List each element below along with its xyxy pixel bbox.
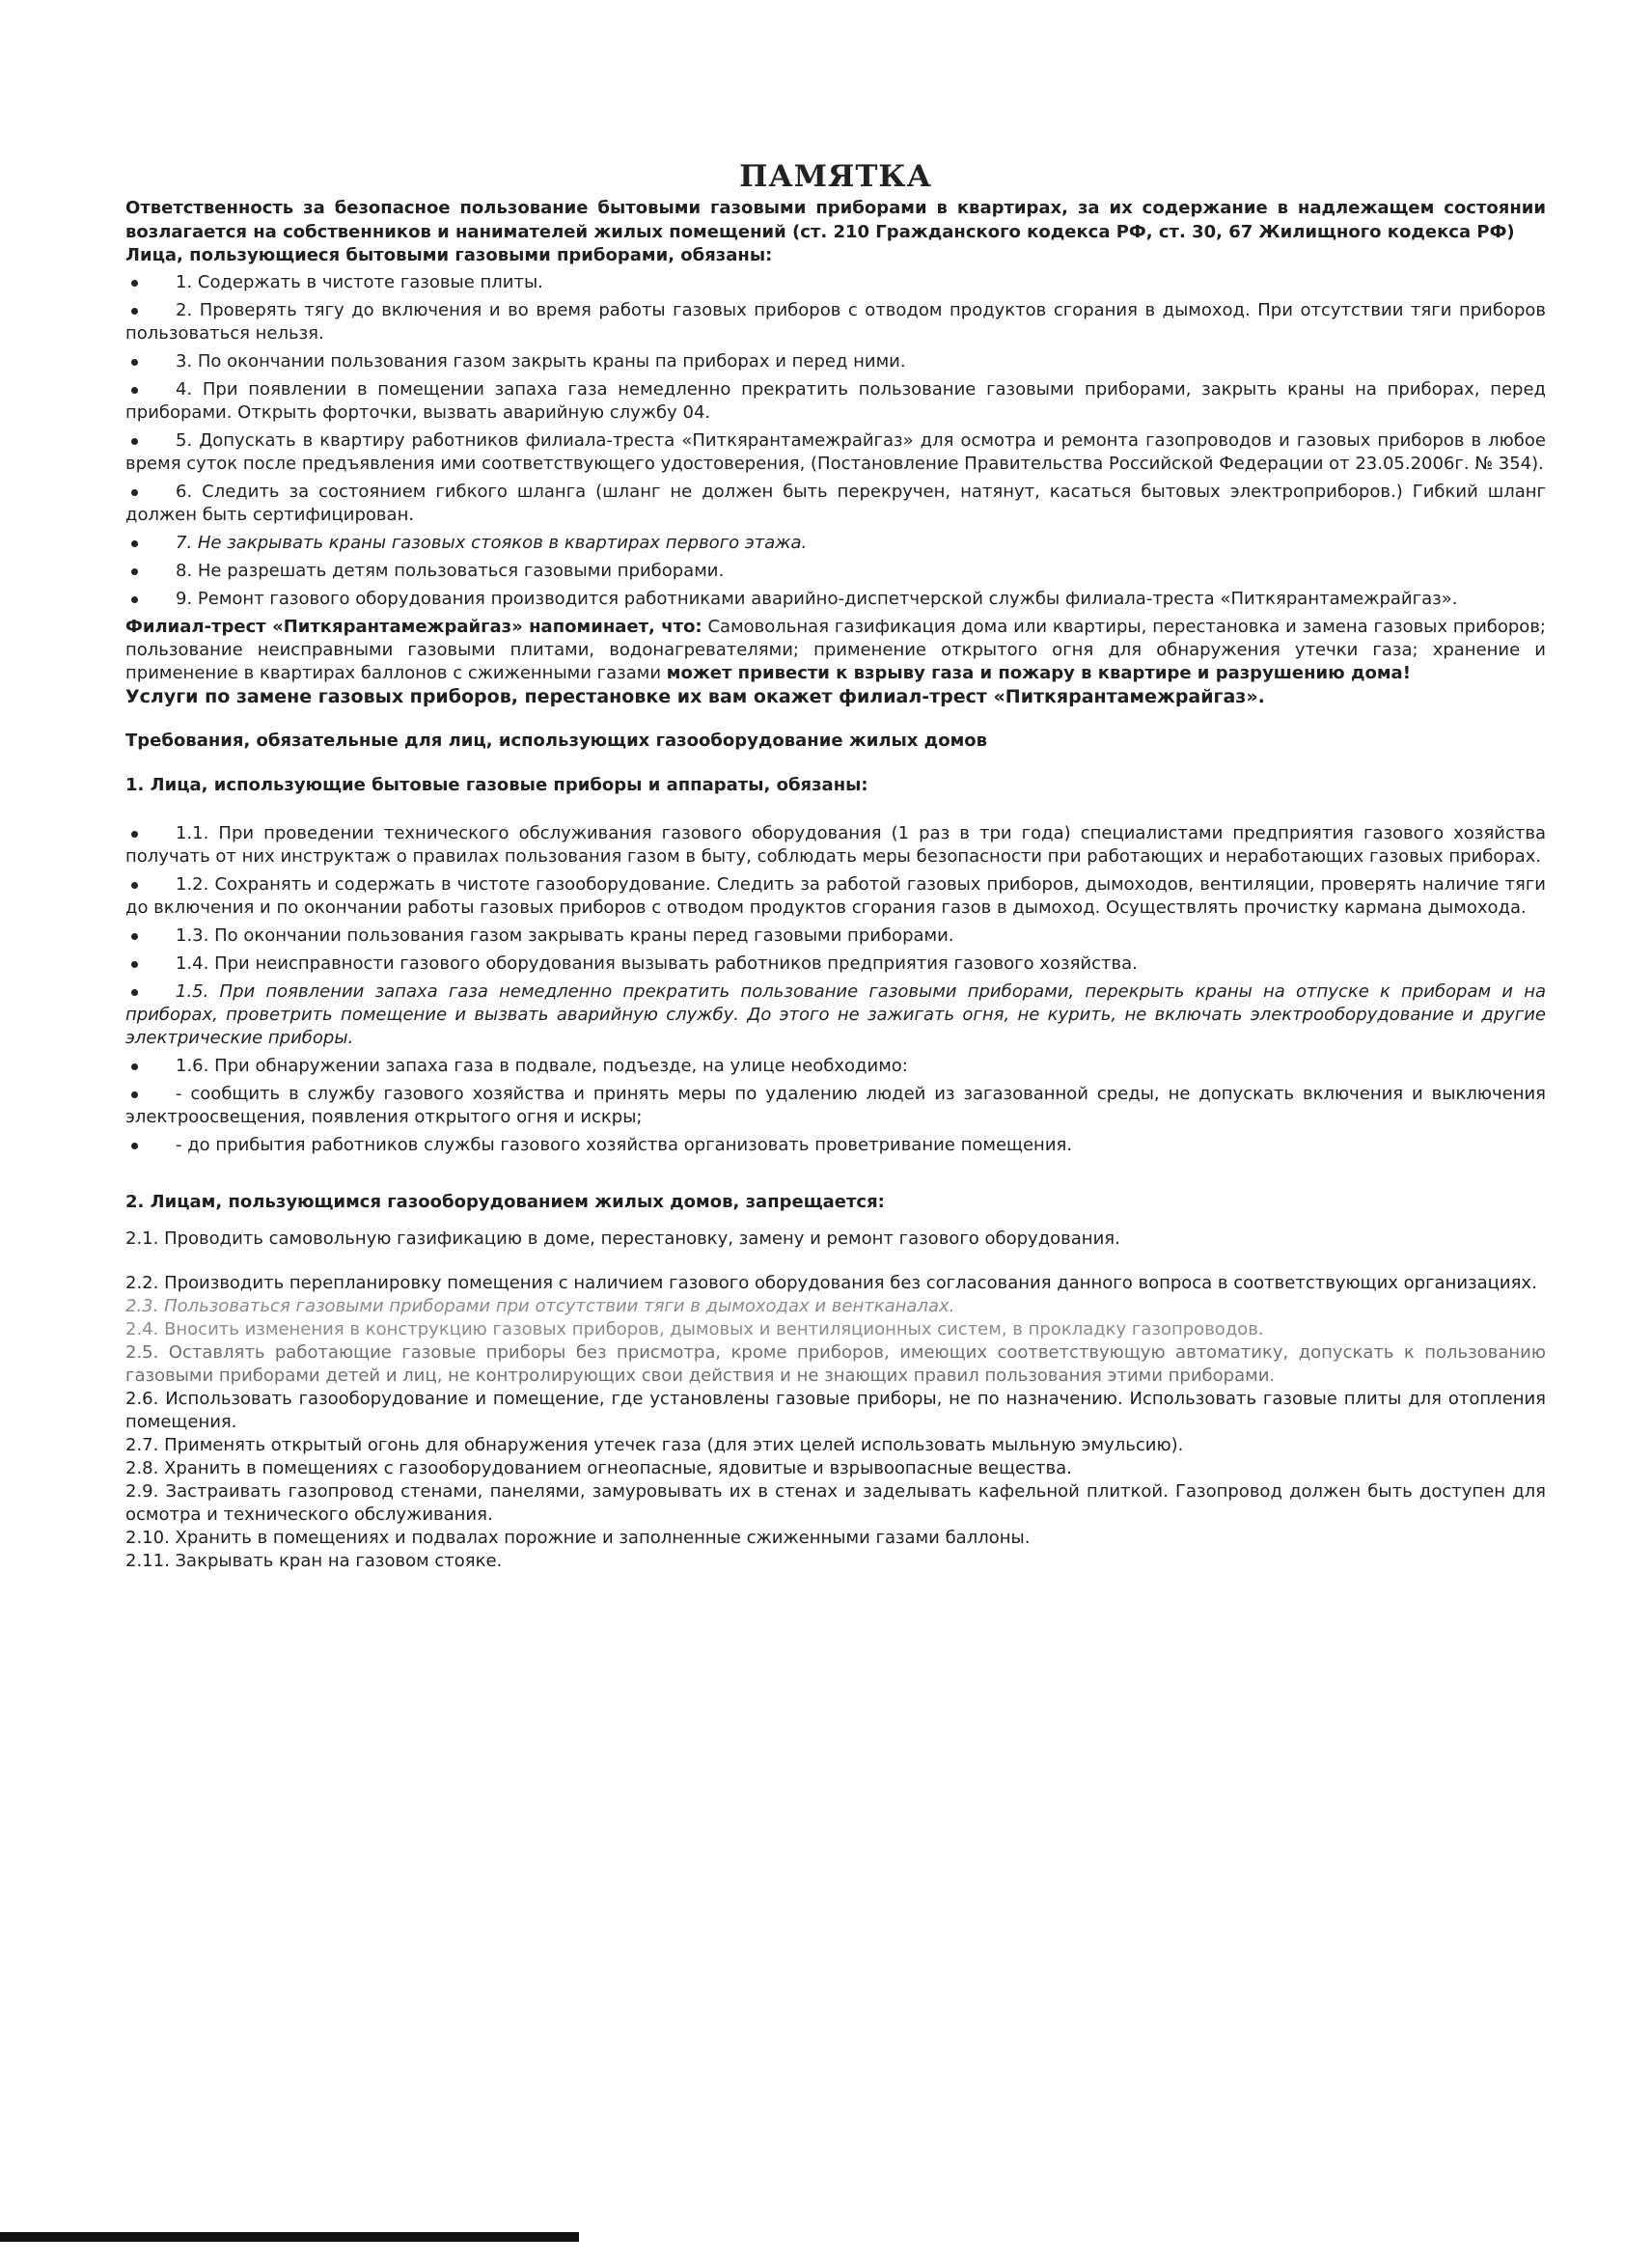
bullet-icon	[131, 831, 138, 838]
bullet-icon	[131, 1091, 138, 1098]
bullet-icon	[131, 933, 138, 940]
list-item: 2. Проверять тягу до включения и во время работы газовых приборов с отводом продуктов сгорания в дымоход. При отсутствии тяги приборов пользоваться нельзя.	[125, 300, 1546, 344]
list-item: 2.9. Застраивать газопровод стенами, панелями, замуровывать их в стенах и заделывать кафельной плиткой. Газопровод должен быть доступен для осмотра и технического обслуживания.	[125, 1481, 1546, 1525]
list-item: 1.2. Сохранять и содержать в чистоте газооборудование. Следить за работой газовых приборов, дымоходов, вентиляции, проверять наличие тяги до включения и по окончании работы газовых приборов с отводом продуктов сгорания газов в дымоход. Осуществлять прочистку кармана дымохода.	[125, 874, 1546, 918]
bullet-icon	[131, 280, 138, 287]
page-title: ПАМЯТКА	[739, 159, 932, 194]
section1-heading: 1. Лица, использующие бытовые газовые приборы и аппараты, обязаны:	[125, 775, 868, 795]
list-item: 4. При появлении в помещении запаха газа немедленно прекратить пользование газовыми приборами, закрыть краны на приборах, перед приборами. Открыть форточки, вызвать аварийную службу 04.	[125, 379, 1546, 423]
list-item: - до прибытия работников службы газового хозяйства организовать проветривание помещения.	[125, 1134, 1546, 1157]
requirements-heading: Требования, обязательные для лиц, использующих газооборудование жилых домов	[125, 731, 988, 751]
reminder-warning: может привести к взрыву газа и пожару в квартире и разрушению дома!	[666, 663, 1411, 683]
list-item: 2.4. Вносить изменения в конструкцию газовых приборов, дымовых и вентиляционных систем, в прокладку газопроводов.	[125, 1319, 1264, 1339]
list-item: 5. Допускать в квартиру работников филиала-треста «Питкярантамежрайгаз» для осмотра и ремонта газопроводов и газовых приборов в любое время суток после предъявления ими соответствующего удостоверения, (Постановление Правительства Российской Федерации от 23.05.2006г. № 354).	[125, 430, 1546, 474]
services-note: Услуги по замене газовых приборов, перестановке их вам окажет филиал-трест «Питкярантамежрайгаз».	[125, 686, 1265, 707]
bullet-icon	[131, 438, 138, 445]
bullet-icon	[131, 961, 138, 968]
list-item: 7. Не закрывать краны газовых стояков в квартирах первого этажа.	[125, 532, 1546, 555]
list-item: 9. Ремонт газового оборудования производится работниками аварийно-диспетчерской службы филиала-треста «Питкярантамежрайгаз».	[125, 588, 1546, 611]
list-item: 2.11. Закрывать кран на газовом стояке.	[125, 1551, 503, 1571]
list-item: 1.4. При неисправности газового оборудования вызывать работников предприятия газового хозяйства.	[125, 952, 1546, 976]
list-item: 1.6. При обнаружении запаха газа в подвале, подъезде, на улице необходимо:	[125, 1055, 1546, 1078]
reminder-paragraph	[125, 616, 1546, 685]
bullet-icon	[131, 359, 138, 366]
list-item: 1.5. При появлении запаха газа немедленно прекратить пользование газовыми приборами, перекрыть краны на отпуске к приборам и на приборах, проветрить помещение и вызвать аварийную службу. До этого не зажигать огня, не курить, не включать электрооборудование и другие электрические приборы.	[125, 981, 1546, 1048]
bullet-icon	[131, 568, 138, 575]
list-item: 2.1. Проводить самовольную газификацию в доме, перестановку, замену и ремонт газового оборудования.	[125, 1228, 1120, 1249]
list-item: 2.7. Применять открытый огонь для обнаружения утечек газа (для этих целей использовать мыльную эмульсию).	[125, 1435, 1184, 1455]
bullet-icon	[131, 308, 138, 315]
bullet-icon	[131, 596, 138, 603]
bullet-icon	[131, 882, 138, 889]
section2-heading: 2. Лицам, пользующимся газооборудованием жилых домов, запрещается:	[125, 1192, 885, 1212]
list-item: 1.1. При проведении технического обслуживания газового оборудования (1 раз в три года) специалистами предприятия газового хозяйства получать от них инструктаж о правилах пользования газом в быту, соблюдать меры безопасности при работающих и неработающих газовых приборах.	[125, 823, 1546, 867]
list-item: 6. Следить за состоянием гибкого шланга (шланг не должен быть перекручен, натянут, касаться бытовых электроприборов.) Гибкий шланг должен быть сертифицирован.	[125, 482, 1546, 525]
list-item: 3. По окончании пользования газом закрыть краны па приборах и перед ними.	[125, 350, 1546, 373]
reminder-text: Самовольная газификация дома или квартиры, перестановка и замена газовых приборов; пользование неисправными газовыми плитами, водонагревателями; применение открытого огня для обнаружения утечки газа; хранение и применение в квартирах баллонов с сжиженными газами	[125, 617, 1546, 683]
bullet-icon	[131, 1143, 138, 1149]
obligations-heading: Лица, пользующиеся бытовыми газовыми приборами, обязаны:	[125, 245, 773, 265]
list-item: 2.6. Использовать газооборудование и помещение, где установлены газовые приборы, не по назначению. Использовать газовые плиты для отопления помещения.	[125, 1389, 1546, 1432]
list-item: 2.8. Хранить в помещениях с газооборудованием огнеопасные, ядовитые и взрывоопасные вещества.	[125, 1458, 1072, 1478]
list-item: 1.3. По окончании пользования газом закрывать краны перед газовыми приборами.	[125, 925, 1546, 948]
list-item: 1. Содержать в чистоте газовые плиты.	[125, 271, 1546, 294]
scan-edge-mark	[0, 2232, 579, 2242]
list-item: 2.3. Пользоваться газовыми приборами при отсутствии тяги в дымоходах и вентканалах.	[125, 1296, 955, 1316]
list-item: - сообщить в службу газового хозяйства и принять меры по удалению людей из загазованной среды, не допускать включения и выключения электроосвещения, появления открытого огня и искры;	[125, 1084, 1546, 1127]
list-item: 2.2. Производить перепланировку помещения с наличием газового оборудования без согласования данного вопроса в соответствующих организациях.	[125, 1273, 1537, 1293]
bullet-icon	[131, 989, 138, 996]
memo-content	[125, 157, 1546, 1573]
bullet-icon	[131, 387, 138, 394]
intro-paragraph: Ответственность за безопасное пользование бытовыми газовыми приборами в квартирах, за их содержание в надлежащем состоянии возлагается на собственников и нанимателей жилых помещений (ст. 210 Гражданского кодекса РФ, ст. 30, 67 Жилищного кодекса РФ)	[125, 198, 1546, 242]
bullet-icon	[131, 540, 138, 547]
list-item: 2.5. Оставлять работающие газовые приборы без присмотра, кроме приборов, имеющих соответствующую автоматику, допускать к пользованию газовыми приборами детей и лиц, не контролирующих свои действия и не знающих правил пользования этими приборами.	[125, 1342, 1546, 1386]
reminder-lead: Филиал-трест «Питкярантамежрайгаз» напоминает, что:	[125, 617, 702, 637]
bullet-icon	[131, 1063, 138, 1070]
bullet-icon	[131, 489, 138, 496]
list-item: 2.10. Хранить в помещениях и подвалах порожние и заполненные сжиженными газами баллоны.	[125, 1528, 1031, 1548]
list-item: 8. Не разрешать детям пользоваться газовыми приборами.	[125, 560, 1546, 583]
